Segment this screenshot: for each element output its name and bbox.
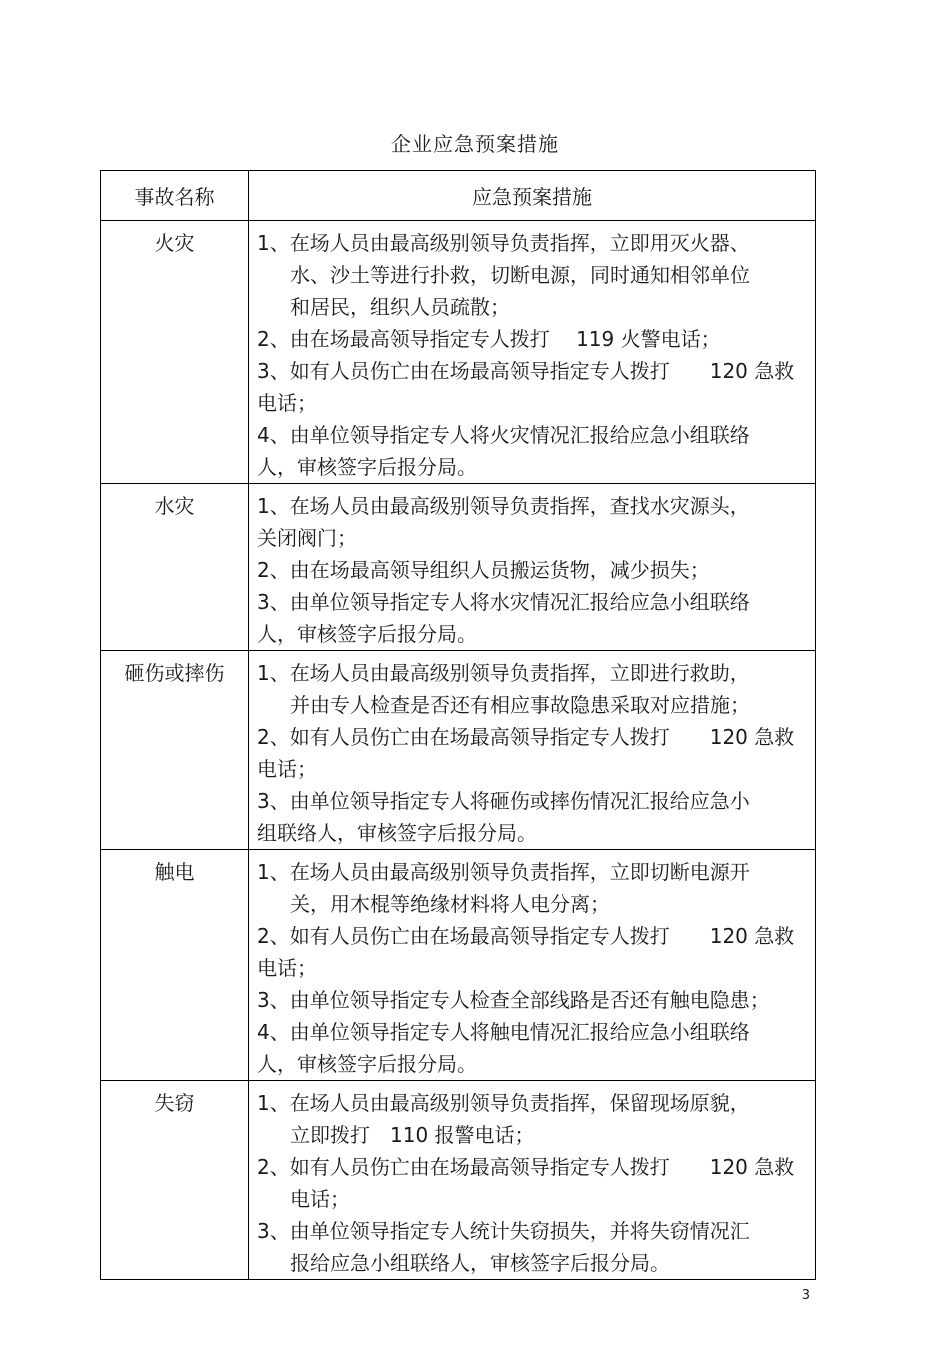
- document-title: 企业应急预案措施: [391, 132, 559, 156]
- measures-cell: [249, 1081, 816, 1280]
- measure-line: 立即拨打 110 报警电话；: [290, 1123, 535, 1147]
- measure-line: 1、在场人员由最高级别领导负责指挥，立即进行救助，: [257, 661, 750, 685]
- measure-line: 1、在场人员由最高级别领导负责指挥，查找水灾源头，: [257, 494, 750, 518]
- header-accident-name: 事故名称: [101, 171, 249, 221]
- measure-line: 4、由单位领导指定专人将触电情况汇报给应急小组联络: [257, 1020, 750, 1044]
- measure-line: 电话；: [257, 391, 317, 415]
- measure-line: 电话；: [257, 956, 317, 980]
- accident-name-cell: 触电: [101, 850, 249, 1081]
- measure-line: 人，审核签字后报分局。: [257, 622, 477, 646]
- measure-line: 1、在场人员由最高级别领导负责指挥，保留现场原貌，: [257, 1091, 750, 1115]
- accident-name-cell: 砸伤或摔伤: [101, 651, 249, 850]
- measure-line: 并由专人检查是否还有相应事故隐患采取对应措施；: [290, 693, 750, 717]
- measure-line: 3、由单位领导指定专人统计失窃损失，并将失窃情况汇: [257, 1219, 750, 1243]
- measures-cell: [249, 651, 816, 850]
- measure-line: 关闭阀门；: [257, 526, 357, 550]
- measure-line: 人，审核签字后报分局。: [257, 1052, 477, 1076]
- measure-line: 3、如有人员伤亡由在场最高领导指定专人拨打 120 急救: [257, 359, 795, 383]
- measure-line: 3、由单位领导指定专人检查全部线路是否还有触电隐患；: [257, 988, 770, 1012]
- table-row: [101, 221, 816, 484]
- measures-cell: [249, 221, 816, 484]
- measure-line: 水、沙土等进行扑救，切断电源，同时通知相邻单位: [290, 263, 750, 287]
- measure-line: 1、在场人员由最高级别领导负责指挥，立即用灭火器、: [257, 231, 750, 255]
- header-measures: 应急预案措施: [249, 171, 816, 221]
- measure-line: 2、如有人员伤亡由在场最高领导指定专人拨打 120 急救: [257, 924, 795, 948]
- measure-line: 电话；: [290, 1187, 350, 1211]
- table-header-row: [101, 171, 816, 221]
- measures-cell: [249, 484, 816, 651]
- measure-line: 人，审核签字后报分局。: [257, 455, 477, 479]
- table-row: [101, 651, 816, 850]
- measure-line: 关，用木棍等绝缘材料将人电分离；: [290, 892, 610, 916]
- measure-line: 3、由单位领导指定专人将砸伤或摔伤情况汇报给应急小: [257, 789, 750, 813]
- measure-line: 2、由在场最高领导指定专人拨打 119 火警电话；: [257, 327, 721, 351]
- emergency-plan-table: [100, 170, 816, 1280]
- measures-cell: [249, 850, 816, 1081]
- page-number: 3: [801, 1288, 810, 1303]
- measure-line: 2、由在场最高领导组织人员搬运货物，减少损失；: [257, 558, 710, 582]
- table-row: [101, 1081, 816, 1280]
- measure-line: 3、由单位领导指定专人将水灾情况汇报给应急小组联络: [257, 590, 750, 614]
- table-row: [101, 850, 816, 1081]
- measure-line: 4、由单位领导指定专人将火灾情况汇报给应急小组联络: [257, 423, 750, 447]
- accident-name-cell: 火灾: [101, 221, 249, 484]
- accident-name-cell: 失窃: [101, 1081, 249, 1280]
- measure-line: 组联络人，审核签字后报分局。: [257, 821, 537, 845]
- accident-name-cell: 水灾: [101, 484, 249, 651]
- measure-line: 和居民，组织人员疏散；: [290, 295, 510, 319]
- measure-line: 报给应急小组联络人，审核签字后报分局。: [290, 1251, 670, 1275]
- measure-line: 2、如有人员伤亡由在场最高领导指定专人拨打 120 急救: [257, 725, 795, 749]
- table-row: [101, 484, 816, 651]
- measure-line: 电话；: [257, 757, 317, 781]
- measure-line: 1、在场人员由最高级别领导负责指挥，立即切断电源开: [257, 860, 750, 884]
- measure-line: 2、如有人员伤亡由在场最高领导指定专人拨打 120 急救: [257, 1155, 795, 1179]
